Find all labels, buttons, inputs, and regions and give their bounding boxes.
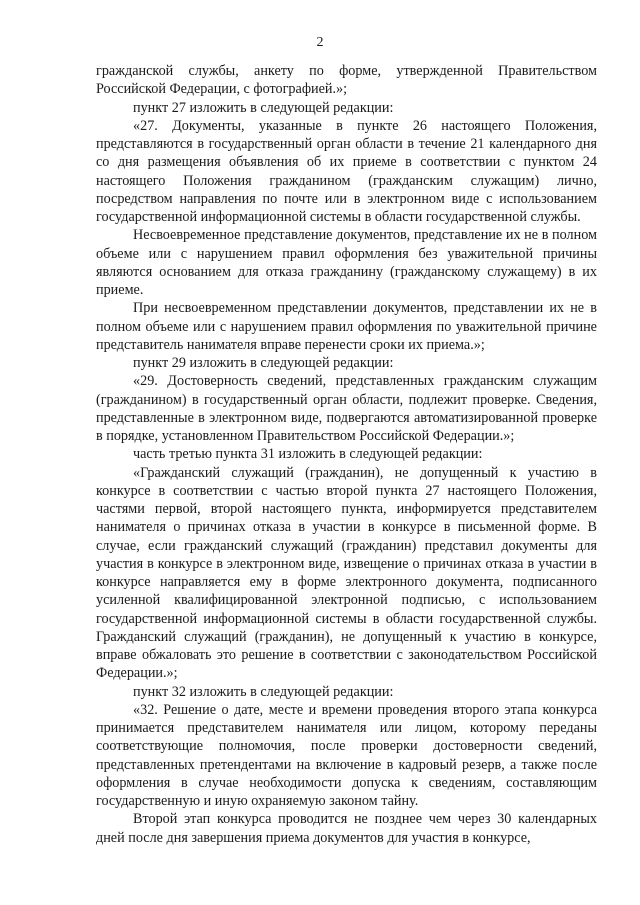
paragraph-continuation: гражданской службы, анкету по форме, утвержденной Правительством Российской Федерации, с фотографией.»; (96, 63, 597, 98)
paragraph-amendment-point-29: пункт 29 изложить в следующей редакции: (133, 355, 394, 371)
paragraph-valid-reason: При несвоевременном представлении документов, представлении их не в полном объеме или с нарушением правил оформления по уважительной причине представитель нанимателя вправе перенести сроки их приема.»; (96, 300, 597, 353)
paragraph-amendment-point-27: пункт 27 изложить в следующей редакции: (133, 99, 394, 116)
paragraph-amendment-point-31: часть третью пункта 31 изложить в следующей редакции: (133, 446, 483, 463)
paragraph-point-31-text: «Гражданский служащий (гражданин), не допущенный к участию в конкурсе в соответствии с частью второй пункта 27 настоящего Положения, частями первой, второй настоящего пункта, информируется представителем нанимателя о причинах отказа в участии в конкурсе в письменной форме. В случае, если гражданский служащий (гражданин) представил документы для участия в конкурсе в электронном виде, извещение о причинах отказа в участии в конкурсе направляется ему в форме электронного документа, подписанного усиленной квалифицированной электронной подписью, с использованием государственной информационной системы в области государственной службы. Гражданский служащий (гражданин), не допущенный к участию в конкурсе, вправе обжаловать это решение в соответствии с законодательством Российской Федерации.»; (96, 464, 597, 682)
page-number: 2 (316, 35, 324, 50)
document-body (96, 62, 597, 847)
paragraph-point-27-text: «27. Документы, указанные в пункте 26 настоящего Положения, представляются в государственный орган области в течение 21 календарного дня со дня размещения объявления об их приеме в соответствии с пунктом 24 настоящего Положения гражданином (гражданским служащим) лично, посредством направления по почте или в электронном виде с использованием государственной информационной системы в области государственной службы. (96, 117, 597, 225)
paragraph-amendment-point-32: пункт 32 изложить в следующей редакции: (133, 683, 394, 700)
paragraph-point-29-text: «29. Достоверность сведений, представленных гражданским служащим (гражданином) в государственный орган области, подлежит проверке. Сведения, представленные в электронном виде, подвергаются автоматизированной проверке в порядке, установленном Правительством Российской Федерации.»; (96, 373, 597, 444)
paragraph-untimely-submission: Несвоевременное представление документов, представление их не в полном объеме или с нарушением правил оформления без уважительной причины являются основанием для отказа гражданину (гражданскому служащему) в их приеме. (96, 227, 597, 298)
paragraph-point-32-text: «32. Решение о дате, месте и времени проведения второго этапа конкурса принимается представителем нанимателя или лицом, которому переданы соответствующие полномочия, после проверки достоверности сведений, представленных претендентами на включение в кадровый резерв, а также после оформления в случае необходимости допуска к сведениям, составляющим государственную и иную охраняемую законом тайну. (96, 701, 597, 809)
paragraph-second-stage: Второй этап конкурса проводится не позднее чем через 30 календарных дней после дня завершения приема документов для участия в конкурсе, (96, 811, 597, 846)
